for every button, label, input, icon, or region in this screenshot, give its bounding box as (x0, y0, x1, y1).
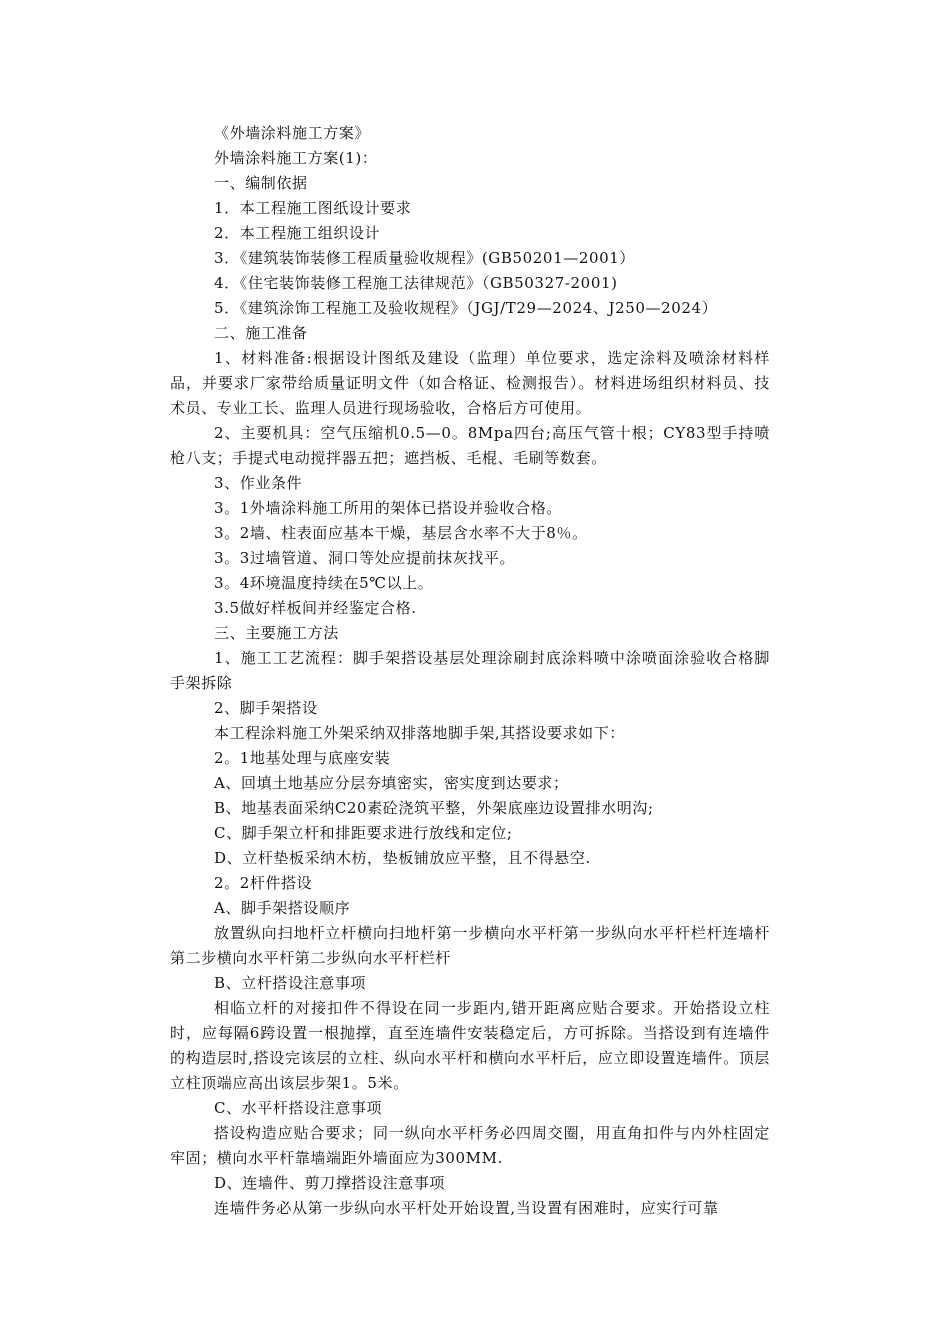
document-paragraph: D、立杆垫板采纳木枋，垫板铺放应平整，且不得悬空. (214, 849, 591, 867)
document-paragraph: 3。2墙、柱表面应基本干燥，基层含水率不大于8％。 (214, 524, 588, 542)
document-paragraph: 2。2杆件搭设 (214, 874, 313, 892)
document-title: 《外墙涂料施工方案》 (214, 124, 371, 142)
document-paragraph: 2．本工程施工组织设计 (214, 224, 381, 242)
document-paragraph: 1、施工工艺流程：脚手架搭设基层处理涂刷封底涂料喷中涂喷面涂验收合格脚手架拆除 (170, 649, 770, 692)
document-paragraph: 搭设构造应贴合要求；同一纵向水平杆务必四周交圈，用直角扣件与内外柱固定牢固；横向水平杆靠墙端距外墙面应为300MM. (170, 1124, 770, 1167)
document-paragraph: 外墙涂料施工方案(1)： (214, 149, 378, 167)
document-paragraph: C、水平杆搭设注意事项 (214, 1099, 383, 1117)
document-paragraph: 3。3过墙管道、洞口等处应提前抹灰找平。 (214, 549, 516, 567)
document-paragraph: D、连墙件、剪刀撑搭设注意事项 (214, 1174, 446, 1192)
document-paragraph: B、立杆搭设注意事项 (214, 974, 367, 992)
document-paragraph: 三、主要施工方法 (214, 624, 339, 642)
document-paragraph: 2。1地基处理与底座安装 (214, 749, 391, 767)
document-paragraph: 一、编制依据 (214, 174, 308, 192)
document-paragraph: 2、主要机具：空气压缩机0.5—0。8Mpa四台;高压气管十根；CY83型手持喷枪八支；手提式电动搅拌器五把；遮挡板、毛棍、毛刷等数套。 (170, 424, 770, 467)
document-paragraph: 放置纵向扫地杆立杆横向扫地杆第一步横向水平杆第一步纵向水平杆栏杆连墙杆第二步横向水平杆第二步纵向水平杆栏杆 (170, 924, 770, 967)
document-paragraph: 3。4环境温度持续在5℃以上。 (214, 574, 434, 592)
document-paragraph: 3。1外墙涂料施工所用的架体已搭设并验收合格。 (214, 499, 562, 517)
document-paragraph: B、地基表面采纳C20素砼浇筑平整，外架底座边设置排水明沟; (214, 799, 654, 817)
document-body (170, 121, 770, 1221)
document-paragraph: 4．《住宅装饰装修工程施工法律规范》（GB50327-2001) (214, 274, 618, 292)
document-paragraph: 2、脚手架搭设 (214, 699, 318, 717)
document-paragraph: 3、作业条件 (214, 474, 303, 492)
document-paragraph: C、脚手架立杆和排距要求进行放线和定位; (214, 824, 513, 842)
document-paragraph: 相临立杆的对接扣件不得设在同一步距内,错开距离应贴合要求。开始搭设立柱时，应每隔6跨设置一根抛撑，直至连墙件安装稳定后，方可拆除。当搭设到有连墙件的构造层时,搭设完该层的立柱、纵向水平杆和横向水平杆后，应立即设置连墙件。顶层立柱顶端应高出该层步架1。5米。 (170, 999, 770, 1092)
document-paragraph: 1．本工程施工图纸设计要求 (214, 199, 412, 217)
document-paragraph: 3.5做好样板间并经鉴定合格. (214, 599, 417, 617)
document-paragraph: A、脚手架搭设顺序 (214, 899, 351, 917)
document-paragraph: 连墙件务必从第一步纵向水平杆处开始设置,当设置有困难时，应实行可靠 (214, 1199, 719, 1217)
document-paragraph: 5．《建筑涂饰工程施工及验收规程》（JGJ/T29—2024、J250—2024） (214, 299, 718, 317)
document-paragraph: 1、材料准备:根据设计图纸及建设（监理）单位要求，选定涂料及喷涂材料样品，并要求厂家带给质量证明文件（如合格证、检测报告）。材料进场组织材料员、技术员、专业工长、监理人员进行现场验收，合格后方可使用。 (170, 349, 770, 417)
document-paragraph: A、回填土地基应分层夯填密实，密实度到达要求； (214, 774, 569, 792)
document-paragraph: 3．《建筑装饰装修工程质量验收规程》(GB50201—2001） (214, 249, 635, 267)
document-paragraph: 本工程涂料施工外架采纳双排落地脚手架,其搭设要求如下： (214, 724, 625, 742)
document-paragraph: 二、施工准备 (214, 324, 308, 342)
